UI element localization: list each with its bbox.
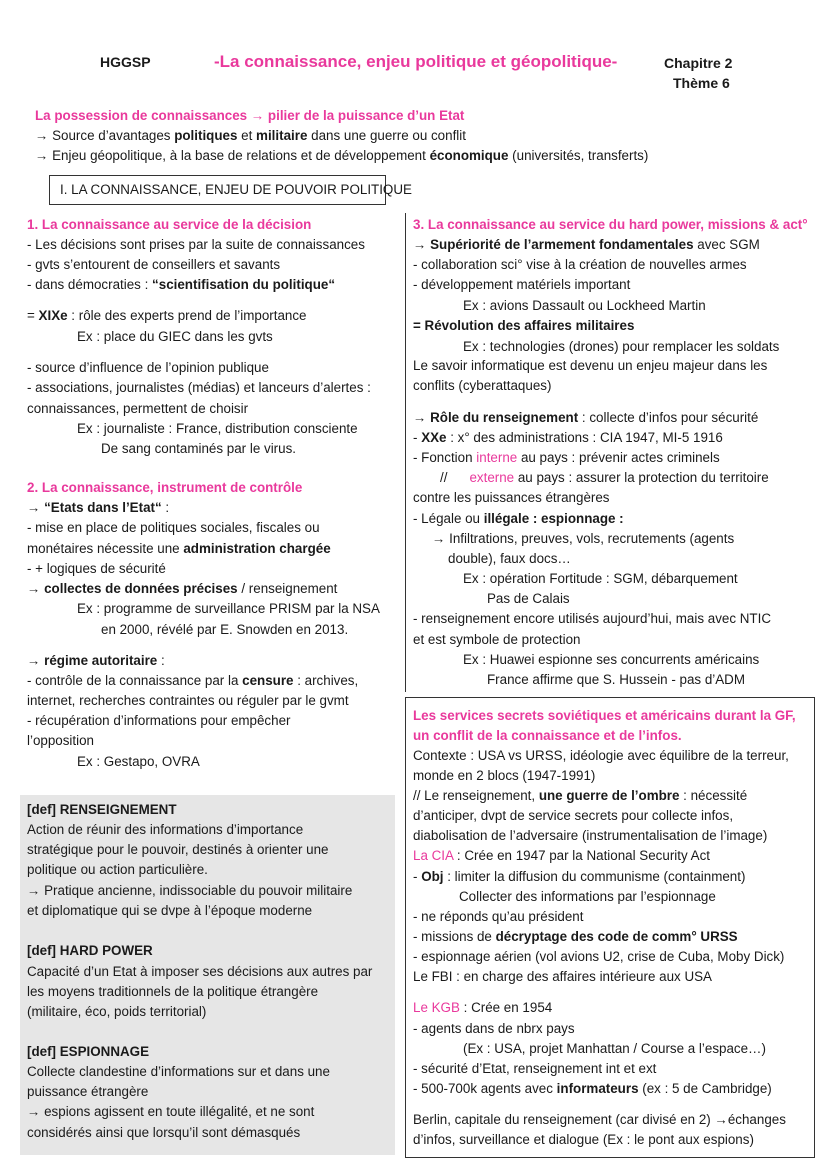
definition-line: stratégique pour le pouvoir, destinés à orienter une xyxy=(27,842,329,857)
text-line: Le KGB : Crée en 1954 xyxy=(413,1000,553,1015)
definition-line: et diplomatique qui se dvpe à l’époque moderne xyxy=(27,903,313,918)
example-line: Ex : journaliste : France, distribution consciente xyxy=(77,421,358,436)
chapter-label: Chapitre 2 xyxy=(664,55,733,71)
example-line: Pas de Calais xyxy=(487,591,570,606)
text-line: - + logiques de sécurité xyxy=(27,561,166,576)
text-line: - développement matériels important xyxy=(413,277,631,292)
box-heading: Les services secrets soviétiques et américains durant la GF, xyxy=(413,708,796,723)
heading-decision: 1. La connaissance au service de la décision xyxy=(27,217,312,232)
example-line: Ex : place du GIEC dans les gvts xyxy=(77,329,273,344)
text-line: // externe au pays : assurer la protection du territoire xyxy=(440,470,769,485)
definition-line: Capacité d’un Etat à imposer ses décisions aux autres par xyxy=(27,964,373,979)
intro-line-2: → Enjeu géopolitique, à la base de relations et de développement économique (universités, transferts) xyxy=(35,148,649,163)
definition-line: (militaire, éco, poids territorial) xyxy=(27,1004,207,1019)
text-line: = XIXe : rôle des experts prend de l’importance xyxy=(27,308,307,323)
text-line: - ne réponds qu’au président xyxy=(413,909,584,924)
text-line: = Révolution des affaires militaires xyxy=(413,318,635,333)
text-line: contre les puissances étrangères xyxy=(413,490,610,505)
text-line: - Fonction interne au pays : prévenir actes criminels xyxy=(413,450,720,465)
text-line: - sécurité d’Etat, renseignement int et ext xyxy=(413,1061,657,1076)
text-line: et est symbole de protection xyxy=(413,632,581,647)
text-line: → Infiltrations, preuves, vols, recrutements (agents xyxy=(432,531,735,546)
definition-line: Collecte clandestine d’informations sur et dans une xyxy=(27,1064,330,1079)
text-line: La CIA : Crée en 1947 par la National Security Act xyxy=(413,848,710,863)
text-line: - dans démocraties : “scientifisation du politique“ xyxy=(27,277,336,292)
example-line: en 2000, révélé par E. Snowden en 2013. xyxy=(101,622,349,637)
text-line: d’infos, surveillance et dialogue (Ex : le pont aux espions) xyxy=(413,1132,754,1147)
text-line: - renseignement encore utilisés aujourd’hui, mais avec NTIC xyxy=(413,611,771,626)
text-line: - agents dans de nbrx pays xyxy=(413,1021,575,1036)
example-line: Ex : avions Dassault ou Lockheed Martin xyxy=(463,298,706,313)
column-divider xyxy=(405,213,406,692)
text-line: Collecter des informations par l’espionnage xyxy=(459,889,716,904)
definition-line: → Pratique ancienne, indissociable du pouvoir militaire xyxy=(27,883,353,898)
theme-label: Thème 6 xyxy=(673,75,730,91)
example-line: Ex : Huawei espionne ses concurrents américains xyxy=(463,652,760,667)
text-line: → Rôle du renseignement : collecte d’infos pour sécurité xyxy=(413,410,759,425)
page-title: -La connaissance, enjeu politique et géopolitique- xyxy=(214,52,618,71)
intro-heading: La possession de connaissances → pilier de la puissance d’un Etat xyxy=(35,108,465,123)
text-line: Le FBI : en charge des affaires intérieure aux USA xyxy=(413,969,712,984)
text-line: - missions de décryptage des code de comm° URSS xyxy=(413,929,738,944)
text-line: - espionnage aérien (vol avions U2, crise de Cuba, Moby Dick) xyxy=(413,949,785,964)
text-line: Contexte : USA vs URSS, idéologie avec équilibre de la terreur, xyxy=(413,748,789,763)
text-line: - source d’influence de l’opinion publique xyxy=(27,360,269,375)
intro-line-1: → Source d’avantages politiques et militaire dans une guerre ou conflit xyxy=(35,128,466,143)
definition-title: [def] RENSEIGNEMENT xyxy=(27,802,177,817)
definition-title: [def] HARD POWER xyxy=(27,943,153,958)
heading-hard-power: 3. La connaissance au service du hard power, missions & act° xyxy=(413,217,808,232)
text-line: connaissances, permettent de choisir xyxy=(27,401,249,416)
example-line: Ex : opération Fortitude : SGM, débarquement xyxy=(463,571,738,586)
example-line: Ex : Gestapo, OVRA xyxy=(77,754,200,769)
definition-title: [def] ESPIONNAGE xyxy=(27,1044,150,1059)
text-line: → collectes de données précises / renseignement xyxy=(27,581,338,596)
definition-line: les moyens traditionnels de la politique étrangère xyxy=(27,984,319,999)
definition-line: Action de réunir des informations d’importance xyxy=(27,822,304,837)
example-line: Ex : technologies (drones) pour remplacer les soldats xyxy=(463,339,780,354)
heading-control: 2. La connaissance, instrument de contrôle xyxy=(27,480,303,495)
text-line: - Les décisions sont prises par la suite de connaissances xyxy=(27,237,365,252)
text-line: d’anticiper, dvpt de service secrets pour collecte infos, xyxy=(413,808,734,823)
definition-line: → espions agissent en toute illégalité, et ne sont xyxy=(27,1104,315,1119)
text-line: - gvts s’entourent de conseillers et savants xyxy=(27,257,281,272)
text-line: double), faux docs… xyxy=(448,551,571,566)
text-line: internet, recherches contraintes ou réguler par le gvmt xyxy=(27,693,349,708)
text-line: → régime autoritaire : xyxy=(27,653,165,668)
definition-line: puissance étrangère xyxy=(27,1084,149,1099)
text-line: - associations, journalistes (médias) et lanceurs d’alertes : xyxy=(27,380,371,395)
text-line: conflits (cyberattaques) xyxy=(413,378,552,393)
section-title: I. LA CONNAISSANCE, ENJEU DE POUVOIR POLITIQUE xyxy=(60,182,412,197)
text-line: - Obj : limiter la diffusion du communisme (containment) xyxy=(413,869,746,884)
example-line: (Ex : USA, projet Manhattan / Course a l’espace…) xyxy=(463,1041,766,1056)
text-line: - 500-700k agents avec informateurs (ex : 5 de Cambridge) xyxy=(413,1081,772,1096)
text-line: l’opposition xyxy=(27,733,94,748)
text-line: - collaboration sci° vise à la création de nouvelles armes xyxy=(413,257,747,272)
text-line: - contrôle de la connaissance par la censure : archives, xyxy=(27,673,359,688)
text-line: → “Etats dans l’Etat“ : xyxy=(27,500,170,515)
text-line: - XXe : x° des administrations : CIA 1947, MI-5 1916 xyxy=(413,430,723,445)
text-line: diabolisation de l’adversaire (instrumentalisation de l’image) xyxy=(413,828,768,843)
text-line: Le savoir informatique est devenu un enjeu majeur dans les xyxy=(413,358,768,373)
definition-line: politique ou action particulière. xyxy=(27,862,208,877)
example-line: France affirme que S. Hussein - pas d’ADM xyxy=(487,672,745,687)
box-heading: un conflit de la connaissance et de l’infos. xyxy=(413,728,682,743)
definition-line: considérés ainsi que lorsqu’il sont démasqués xyxy=(27,1125,301,1140)
text-line: - Légale ou illégale : espionnage : xyxy=(413,511,624,526)
example-line: De sang contaminés par le virus. xyxy=(101,441,297,456)
text-line: → Supériorité de l’armement fondamentales avec SGM xyxy=(413,237,760,252)
text-line: monde en 2 blocs (1947-1991) xyxy=(413,768,596,783)
text-line: - mise en place de politiques sociales, fiscales ou xyxy=(27,520,320,535)
text-line: Berlin, capitale du renseignement (car divisé en 2) →échanges xyxy=(413,1112,786,1127)
text-line: monétaires nécessite une administration chargée xyxy=(27,541,331,556)
text-line: - récupération d’informations pour empêcher xyxy=(27,713,291,728)
subject-label: HGGSP xyxy=(100,54,151,70)
text-line: // Le renseignement, une guerre de l’ombre : nécessité xyxy=(413,788,748,803)
example-line: Ex : programme de surveillance PRISM par la NSA xyxy=(77,601,380,616)
